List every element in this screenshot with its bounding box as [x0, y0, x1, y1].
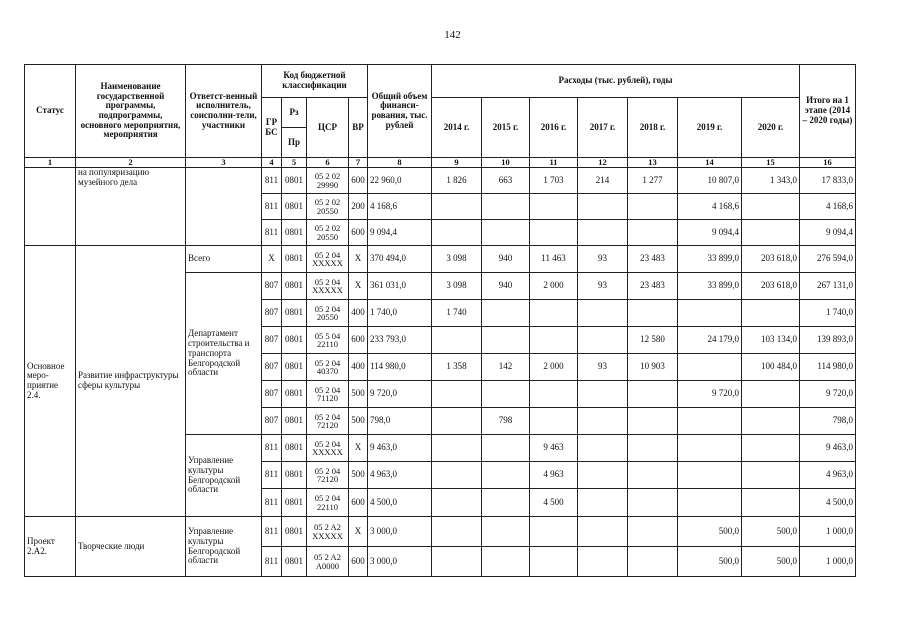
cell-stage: 4 500,0	[800, 489, 856, 517]
cell-y2016: 4 963	[530, 462, 578, 489]
cell-grbs: 807	[262, 354, 282, 381]
cell-vr: 400	[349, 300, 368, 327]
item-name: Творческие люди	[76, 517, 186, 577]
cell-stage: 9 094,4	[800, 220, 856, 246]
cell-stage: 798,0	[800, 408, 856, 435]
cell-y2019: 10 807,0	[678, 168, 742, 194]
cell-csr: 05 2 04 XXXXX	[307, 435, 349, 462]
cell-y2017	[578, 489, 628, 517]
cell-y2018	[628, 194, 678, 220]
column-number: 6	[307, 158, 349, 168]
cell-y2018	[628, 462, 678, 489]
cell-stage: 114 980,0	[800, 354, 856, 381]
header-year-2019: 2019 г.	[678, 98, 742, 158]
header-year-2017: 2017 г.	[578, 98, 628, 158]
cell-vr: 200	[349, 194, 368, 220]
cell-stage: 9 463,0	[800, 435, 856, 462]
header-csr: ЦСР	[307, 98, 349, 158]
cell-y2016: 4 500	[530, 489, 578, 517]
cell-y2017	[578, 381, 628, 408]
cell-stage: 1 000,0	[800, 547, 856, 577]
cell-stage: 9 720,0	[800, 381, 856, 408]
cell-y2015	[482, 327, 530, 354]
header-year-2018: 2018 г.	[628, 98, 678, 158]
cell-csr: 05 2 04 72120	[307, 408, 349, 435]
cell-total: 4 168,6	[368, 194, 432, 220]
cell-y2019: 9 720,0	[678, 381, 742, 408]
cell-vr: X	[349, 246, 368, 273]
cell-y2020	[742, 489, 800, 517]
responsible-total: Всего	[186, 246, 262, 273]
header-year-2016: 2016 г.	[530, 98, 578, 158]
cell-y2014	[432, 462, 482, 489]
column-number: 3	[186, 158, 262, 168]
cell-grbs: X	[262, 246, 282, 273]
header-year-2015: 2015 г.	[482, 98, 530, 158]
header-status: Статус	[25, 65, 76, 158]
column-number: 7	[349, 158, 368, 168]
cell-y2020	[742, 381, 800, 408]
column-number: 11	[530, 158, 578, 168]
cell-vr: X	[349, 435, 368, 462]
status-cell: Проект 2.А2.	[25, 517, 76, 577]
cell-grbs: 811	[262, 168, 282, 194]
status-cell-empty	[25, 168, 76, 246]
cell-y2018	[628, 517, 678, 547]
cell-y2014: 3 098	[432, 246, 482, 273]
column-number: 16	[800, 158, 856, 168]
cell-y2019: 500,0	[678, 547, 742, 577]
cell-vr: 600	[349, 168, 368, 194]
cell-y2016: 9 463	[530, 435, 578, 462]
cell-grbs: 811	[262, 435, 282, 462]
header-year-2014: 2014 г.	[432, 98, 482, 158]
column-number: 9	[432, 158, 482, 168]
cell-csr: 05 2 02 20550	[307, 194, 349, 220]
cell-y2016	[530, 327, 578, 354]
cell-grbs: 811	[262, 517, 282, 547]
cell-y2014	[432, 435, 482, 462]
cell-grbs: 811	[262, 462, 282, 489]
cell-y2016	[530, 517, 578, 547]
cell-total: 798,0	[368, 408, 432, 435]
cell-y2019: 33 899,0	[678, 273, 742, 300]
cell-csr: 05 2 04 22110	[307, 489, 349, 517]
header-responsible: Ответст-венный исполнитель, соисполни-тели, участники	[186, 65, 262, 158]
cell-y2017	[578, 517, 628, 547]
cell-csr: 05 2 04 72120	[307, 462, 349, 489]
cell-y2018	[628, 435, 678, 462]
cell-csr: 05 2 04 71120	[307, 381, 349, 408]
cell-csr: 05 2 04 40370	[307, 354, 349, 381]
cell-csr: 05 2 A2 A0000	[307, 547, 349, 577]
cell-stage: 276 594,0	[800, 246, 856, 273]
cell-total: 233 793,0	[368, 327, 432, 354]
cell-y2014	[432, 194, 482, 220]
cell-rz: 0801	[282, 194, 307, 220]
table-row	[25, 246, 856, 273]
cell-y2020	[742, 300, 800, 327]
cell-y2019: 500,0	[678, 517, 742, 547]
cell-y2014	[432, 517, 482, 547]
cell-grbs: 811	[262, 220, 282, 246]
cell-y2014: 1 358	[432, 354, 482, 381]
cell-y2014	[432, 327, 482, 354]
responsible-department: Департамент строительства и транспорта Белгородской области	[186, 273, 262, 435]
cell-y2015	[482, 547, 530, 577]
cell-rz: 0801	[282, 547, 307, 577]
cell-y2019	[678, 489, 742, 517]
column-number: 14	[678, 158, 742, 168]
item-name: на популяризацию музейного дела	[76, 168, 186, 246]
header-pr: Пр	[282, 128, 307, 158]
cell-y2020: 203 618,0	[742, 273, 800, 300]
cell-y2018	[628, 220, 678, 246]
header-expenses: Расходы (тыс. рублей), годы	[432, 65, 800, 98]
cell-total: 361 031,0	[368, 273, 432, 300]
cell-y2020: 500,0	[742, 517, 800, 547]
cell-y2015	[482, 489, 530, 517]
cell-y2017: 214	[578, 168, 628, 194]
cell-y2017: 93	[578, 246, 628, 273]
cell-y2018: 23 483	[628, 246, 678, 273]
cell-grbs: 811	[262, 194, 282, 220]
cell-y2014	[432, 408, 482, 435]
column-number-row	[25, 158, 856, 168]
cell-y2019: 24 179,0	[678, 327, 742, 354]
header-budget-code: Код бюджетной классификации	[262, 65, 368, 98]
cell-y2016: 2 000	[530, 273, 578, 300]
cell-y2020	[742, 220, 800, 246]
column-number: 13	[628, 158, 678, 168]
budget-table	[24, 64, 856, 577]
cell-y2018: 23 483	[628, 273, 678, 300]
cell-vr: 600	[349, 220, 368, 246]
cell-y2017	[578, 220, 628, 246]
cell-y2016: 11 463	[530, 246, 578, 273]
cell-stage: 4 963,0	[800, 462, 856, 489]
cell-y2018	[628, 300, 678, 327]
column-number: 2	[76, 158, 186, 168]
cell-rz: 0801	[282, 168, 307, 194]
cell-rz: 0801	[282, 273, 307, 300]
cell-vr: 600	[349, 327, 368, 354]
cell-y2018	[628, 547, 678, 577]
cell-y2015	[482, 194, 530, 220]
cell-y2015	[482, 220, 530, 246]
cell-y2019	[678, 408, 742, 435]
cell-y2018	[628, 408, 678, 435]
cell-total: 9 463,0	[368, 435, 432, 462]
header-total: Общий объем финанси-рования, тыс. рублей	[368, 65, 432, 158]
cell-y2018: 1 277	[628, 168, 678, 194]
cell-rz: 0801	[282, 489, 307, 517]
cell-y2015	[482, 300, 530, 327]
cell-rz: 0801	[282, 327, 307, 354]
cell-stage: 267 131,0	[800, 273, 856, 300]
cell-y2015	[482, 435, 530, 462]
cell-y2019: 9 094,4	[678, 220, 742, 246]
cell-rz: 0801	[282, 517, 307, 547]
cell-y2017	[578, 327, 628, 354]
header-rz: Рз	[282, 98, 307, 128]
cell-y2014	[432, 489, 482, 517]
cell-y2020	[742, 435, 800, 462]
cell-grbs: 807	[262, 408, 282, 435]
cell-y2016: 1 703	[530, 168, 578, 194]
cell-y2020: 500,0	[742, 547, 800, 577]
cell-vr: 600	[349, 489, 368, 517]
cell-y2016	[530, 220, 578, 246]
cell-y2017: 93	[578, 354, 628, 381]
cell-y2020: 1 343,0	[742, 168, 800, 194]
column-number: 10	[482, 158, 530, 168]
cell-stage: 17 833,0	[800, 168, 856, 194]
column-number: 8	[368, 158, 432, 168]
table-row	[25, 517, 856, 547]
cell-y2018	[628, 489, 678, 517]
cell-csr: 05 2 04 XXXXX	[307, 273, 349, 300]
cell-rz: 0801	[282, 220, 307, 246]
cell-vr: 500	[349, 408, 368, 435]
page-number: 142	[444, 29, 461, 41]
cell-rz: 0801	[282, 381, 307, 408]
cell-y2018: 10 903	[628, 354, 678, 381]
column-number: 4	[262, 158, 282, 168]
cell-vr: 600	[349, 547, 368, 577]
column-number: 12	[578, 158, 628, 168]
cell-y2016	[530, 194, 578, 220]
cell-y2017	[578, 408, 628, 435]
cell-y2014	[432, 220, 482, 246]
cell-y2014: 3 098	[432, 273, 482, 300]
cell-y2019: 4 168,6	[678, 194, 742, 220]
column-number: 15	[742, 158, 800, 168]
cell-csr: 05 2 04 XXXXX	[307, 246, 349, 273]
cell-grbs: 807	[262, 381, 282, 408]
cell-y2018: 12 580	[628, 327, 678, 354]
cell-rz: 0801	[282, 246, 307, 273]
cell-grbs: 807	[262, 300, 282, 327]
cell-y2015	[482, 381, 530, 408]
cell-y2016	[530, 300, 578, 327]
cell-y2020	[742, 462, 800, 489]
responsible-culture-dept: Управление культуры Белгородской области	[186, 435, 262, 517]
cell-vr: 500	[349, 462, 368, 489]
cell-y2019	[678, 462, 742, 489]
header-name: Наименование государственной программы, подпрограммы, основного мероприятия, мероприятия	[76, 65, 186, 158]
cell-y2020: 103 134,0	[742, 327, 800, 354]
cell-y2015: 142	[482, 354, 530, 381]
cell-stage: 4 168,6	[800, 194, 856, 220]
cell-rz: 0801	[282, 408, 307, 435]
cell-vr: X	[349, 273, 368, 300]
cell-total: 3 000,0	[368, 517, 432, 547]
header-grbs: ГР БС	[262, 98, 282, 158]
column-number: 5	[282, 158, 307, 168]
cell-y2017	[578, 435, 628, 462]
cell-y2015	[482, 517, 530, 547]
cell-y2016	[530, 408, 578, 435]
cell-grbs: 811	[262, 489, 282, 517]
cell-y2014	[432, 381, 482, 408]
cell-y2020: 203 618,0	[742, 246, 800, 273]
cell-y2019	[678, 435, 742, 462]
column-number: 1	[25, 158, 76, 168]
cell-stage: 139 893,0	[800, 327, 856, 354]
cell-y2019: 33 899,0	[678, 246, 742, 273]
cell-vr: 400	[349, 354, 368, 381]
cell-csr: 05 2 A2 XXXXX	[307, 517, 349, 547]
table-row	[25, 168, 856, 194]
cell-y2016: 2 000	[530, 354, 578, 381]
cell-csr: 05 5 04 22110	[307, 327, 349, 354]
cell-y2017: 93	[578, 273, 628, 300]
header-row	[25, 65, 856, 98]
cell-grbs: 807	[262, 327, 282, 354]
cell-stage: 1 000,0	[800, 517, 856, 547]
cell-rz: 0801	[282, 462, 307, 489]
cell-y2017	[578, 462, 628, 489]
cell-total: 370 494,0	[368, 246, 432, 273]
cell-csr: 05 2 02 20550	[307, 220, 349, 246]
cell-rz: 0801	[282, 435, 307, 462]
cell-vr: 500	[349, 381, 368, 408]
cell-y2019	[678, 300, 742, 327]
cell-total: 22 960,0	[368, 168, 432, 194]
cell-y2019	[678, 354, 742, 381]
cell-y2016	[530, 381, 578, 408]
cell-y2014: 1 826	[432, 168, 482, 194]
cell-total: 9 094,4	[368, 220, 432, 246]
cell-grbs: 807	[262, 273, 282, 300]
cell-total: 4 963,0	[368, 462, 432, 489]
cell-y2017	[578, 194, 628, 220]
responsible-culture-dept: Управление культуры Белгородской области	[186, 517, 262, 577]
cell-y2015	[482, 462, 530, 489]
cell-total: 3 000,0	[368, 547, 432, 577]
cell-y2016	[530, 547, 578, 577]
status-cell: Основное меро-приятие 2.4.	[25, 246, 76, 517]
cell-total: 9 720,0	[368, 381, 432, 408]
cell-y2017	[578, 300, 628, 327]
cell-y2017	[578, 547, 628, 577]
cell-y2020	[742, 194, 800, 220]
header-vr: ВР	[349, 98, 368, 158]
cell-y2014: 1 740	[432, 300, 482, 327]
cell-y2015: 663	[482, 168, 530, 194]
cell-y2020: 100 484,0	[742, 354, 800, 381]
cell-y2018	[628, 381, 678, 408]
cell-csr: 05 2 02 29990	[307, 168, 349, 194]
cell-grbs: 811	[262, 547, 282, 577]
header-stage-total: Итого на 1 этапе (2014 – 2020 годы)	[800, 65, 856, 158]
cell-vr: X	[349, 517, 368, 547]
item-name: Развитие инфраструктуры сферы культуры	[76, 246, 186, 517]
cell-total: 114 980,0	[368, 354, 432, 381]
cell-total: 4 500,0	[368, 489, 432, 517]
cell-y2020	[742, 408, 800, 435]
responsible-cell-empty	[186, 168, 262, 246]
cell-y2014	[432, 547, 482, 577]
cell-y2015: 940	[482, 246, 530, 273]
cell-y2015: 798	[482, 408, 530, 435]
cell-y2015: 940	[482, 273, 530, 300]
cell-rz: 0801	[282, 354, 307, 381]
cell-csr: 05 2 04 20550	[307, 300, 349, 327]
cell-total: 1 740,0	[368, 300, 432, 327]
header-year-2020: 2020 г.	[742, 98, 800, 158]
cell-rz: 0801	[282, 300, 307, 327]
cell-stage: 1 740,0	[800, 300, 856, 327]
